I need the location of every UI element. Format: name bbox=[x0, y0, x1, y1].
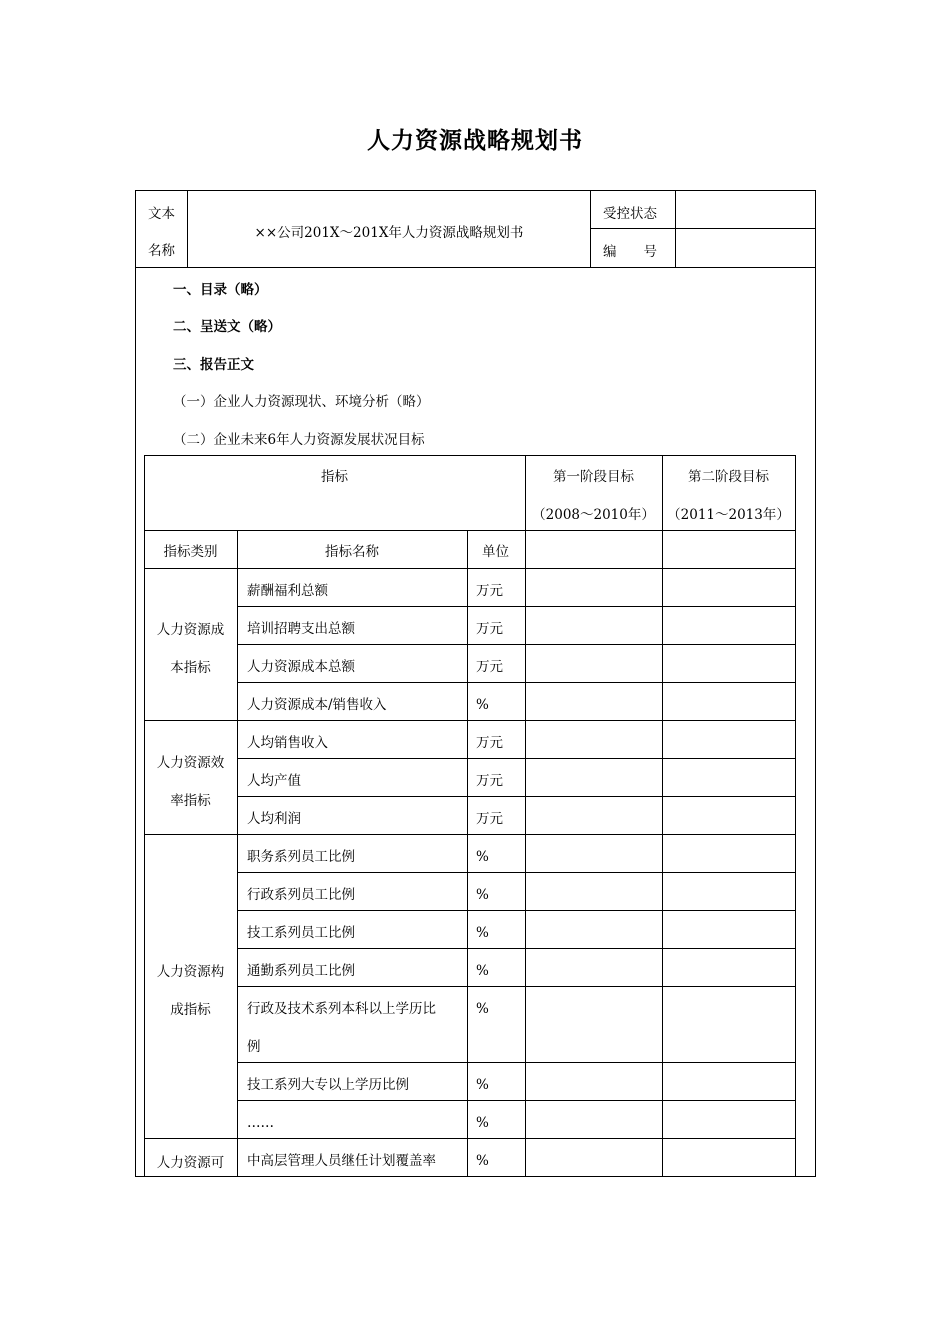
indicator-name: 人力资源成本总额 bbox=[247, 659, 355, 675]
indicator-unit: % bbox=[476, 849, 489, 865]
subsection-goals: （二）企业未来6年人力资源发展状况目标 bbox=[173, 432, 425, 448]
indicator-name: 通勤系列员工比例 bbox=[247, 963, 355, 979]
row-line bbox=[237, 1100, 795, 1101]
indicator-unit: % bbox=[476, 925, 489, 941]
unit-divider bbox=[467, 530, 468, 1177]
indicator-name: 技工系列大专以上学历比例 bbox=[247, 1077, 409, 1093]
stage-divider-2 bbox=[662, 455, 663, 1177]
category-label: 人力资源效 bbox=[156, 755, 225, 771]
stage1-range: （2008～2010年） bbox=[532, 507, 655, 523]
stage1-title: 第一阶段目标 bbox=[553, 469, 634, 485]
section-submission: 二、呈送文（略） bbox=[173, 319, 281, 335]
table-left-border bbox=[144, 455, 145, 1177]
header-mid-line bbox=[590, 228, 816, 229]
indicator-unit: % bbox=[476, 887, 489, 903]
doc-name-label-2: 名称 bbox=[148, 243, 175, 259]
indicator-name: 行政及技术系列本科以上学历比 bbox=[247, 1001, 436, 1017]
table-top-border bbox=[144, 455, 795, 456]
indicator-unit: 万元 bbox=[476, 659, 503, 675]
indicator-name: 人均利润 bbox=[247, 811, 301, 827]
table-right-border bbox=[795, 455, 796, 1177]
indicator-unit: % bbox=[476, 697, 489, 713]
stage2-range: （2011～2013年） bbox=[667, 507, 790, 523]
category-label: 人力资源可 bbox=[156, 1155, 225, 1171]
indicator-name: 人均产值 bbox=[247, 773, 301, 789]
indicator-unit: 万元 bbox=[476, 811, 503, 827]
control-status-label: 受控状态 bbox=[603, 206, 657, 222]
header-bottom-line bbox=[135, 267, 816, 268]
category-label: 人力资源构 bbox=[156, 964, 225, 980]
row-line bbox=[237, 758, 795, 759]
header-divider-2 bbox=[590, 190, 591, 267]
indicator-name: 人力资源成本/销售收入 bbox=[247, 697, 387, 713]
row-line bbox=[237, 948, 795, 949]
section-report-body: 三、报告正文 bbox=[173, 357, 254, 373]
indicator-unit: 万元 bbox=[476, 583, 503, 599]
row-line bbox=[144, 568, 795, 569]
column-name-header: 指标名称 bbox=[325, 544, 379, 560]
number-label: 编 号 bbox=[603, 244, 657, 260]
category-label: 人力资源成 bbox=[156, 622, 225, 638]
column-category-header: 指标类别 bbox=[163, 544, 218, 560]
group-line bbox=[144, 1138, 795, 1139]
header-divider-3 bbox=[675, 190, 676, 267]
row-line bbox=[237, 910, 795, 911]
category-label: 率指标 bbox=[170, 793, 211, 809]
indicator-unit: % bbox=[476, 963, 489, 979]
doc-name: ××公司201X～201X年人力资源战略规划书 bbox=[254, 225, 524, 241]
category-divider bbox=[237, 530, 238, 1177]
doc-name-label-1: 文本 bbox=[148, 206, 175, 222]
category-label: 本指标 bbox=[170, 660, 211, 676]
row-line bbox=[237, 872, 795, 873]
indicator-name: 行政系列员工比例 bbox=[247, 887, 355, 903]
indicator-unit: 万元 bbox=[476, 735, 503, 751]
indicator-unit: 万元 bbox=[476, 773, 503, 789]
indicator-unit: % bbox=[476, 1001, 489, 1017]
row-line bbox=[237, 796, 795, 797]
stage-divider-1 bbox=[525, 455, 526, 1177]
row-line bbox=[237, 1062, 795, 1063]
indicator-name: 薪酬福利总额 bbox=[247, 583, 328, 599]
indicator-name: 技工系列员工比例 bbox=[247, 925, 355, 941]
category-label: 成指标 bbox=[170, 1002, 211, 1018]
indicator-unit: % bbox=[476, 1077, 489, 1093]
row-line bbox=[237, 682, 795, 683]
indicator-unit: % bbox=[476, 1115, 489, 1131]
group-line bbox=[144, 834, 795, 835]
section-toc: 一、目录（略） bbox=[173, 282, 268, 298]
indicator-name: 职务系列员工比例 bbox=[247, 849, 355, 865]
indicator-name: …… bbox=[247, 1115, 274, 1131]
row-line bbox=[237, 606, 795, 607]
indicator-unit: 万元 bbox=[476, 621, 503, 637]
stage2-title: 第二阶段目标 bbox=[688, 469, 769, 485]
header-row-line bbox=[144, 530, 795, 531]
subsection-analysis: （一）企业人力资源现状、环境分析（略） bbox=[173, 394, 430, 410]
indicator-name: 培训招聘支出总额 bbox=[247, 621, 355, 637]
row-line bbox=[237, 644, 795, 645]
indicator-unit: % bbox=[476, 1153, 489, 1169]
indicator-name: 中高层管理人员继任计划覆盖率 bbox=[247, 1153, 436, 1169]
indicator-name: 人均销售收入 bbox=[247, 735, 328, 751]
group-line bbox=[144, 720, 795, 721]
column-unit-header: 单位 bbox=[482, 544, 509, 560]
row-line bbox=[237, 986, 795, 987]
page-title: 人力资源战略规划书 bbox=[367, 127, 583, 154]
indicator-header: 指标 bbox=[321, 469, 348, 485]
indicator-name-cont: 例 bbox=[247, 1039, 261, 1055]
